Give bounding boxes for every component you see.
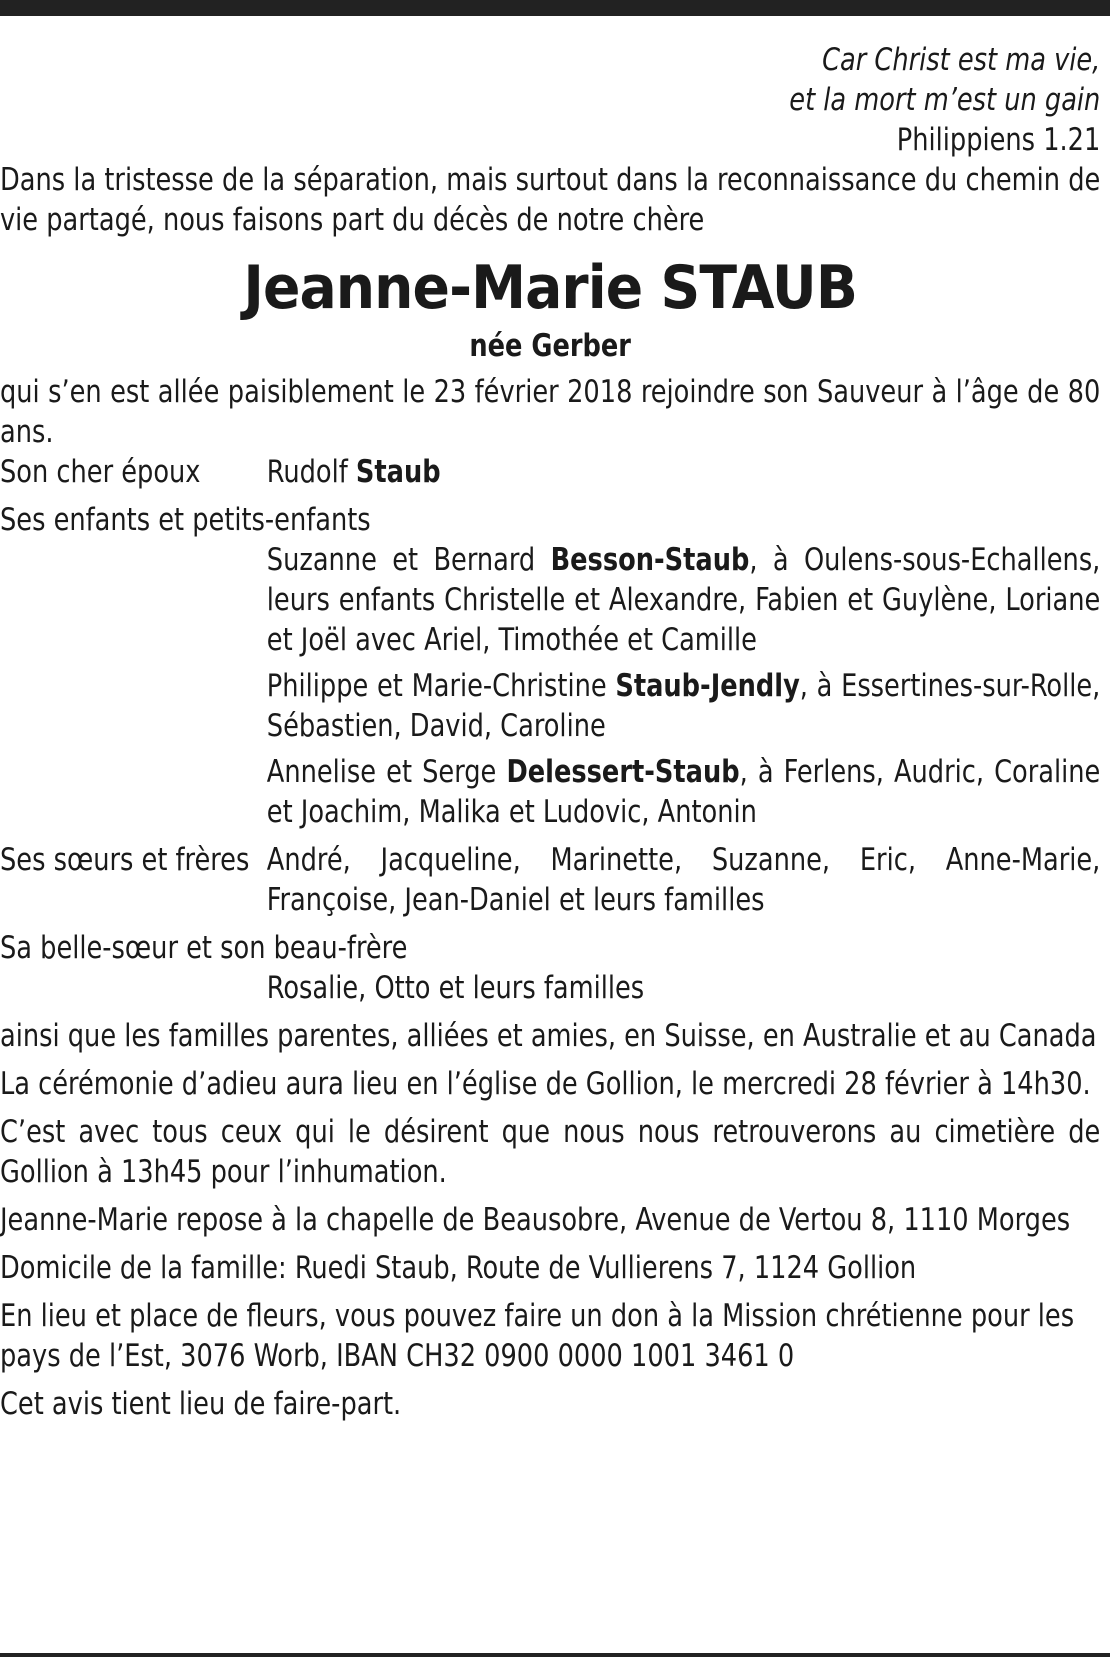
children-family-1	[0, 540, 1100, 660]
top-border-rule	[0, 0, 1110, 16]
siblings-label: Ses sœurs et frères	[0, 842, 250, 878]
bottom-border-rule	[0, 1653, 1110, 1657]
children-family-3	[0, 752, 1100, 832]
children-family-2	[0, 666, 1100, 746]
family-2-names: Philippe et Marie-Christine	[266, 668, 616, 704]
spouse-surname: Staub	[355, 454, 441, 490]
epigraph-line-2: et la mort m’est un gain	[789, 82, 1101, 118]
epigraph	[0, 40, 1100, 160]
family-1-surname: Besson-Staub	[550, 542, 750, 578]
children-label: Ses enfants et petits-enfants	[0, 502, 371, 538]
family-3-details: , à Ferlens, Audric, Coraline et Joachim, Malika et Ludovic, Antonin	[266, 754, 1101, 830]
family-2-surname: Staub-Jendly	[615, 668, 800, 704]
spouse-label: Son cher époux	[0, 454, 201, 490]
spouse-first-name: Rudolf	[266, 454, 348, 490]
repose-paragraph: Jeanne-Marie repose à la chapelle de Beausobre, Avenue de Vertou 8, 1110 Morges	[0, 1202, 1071, 1238]
siblings-row	[0, 840, 1100, 920]
donation-paragraph: En lieu et place de fleurs, vous pouvez faire un don à la Mission chrétienne pour les pays de l’Est, 3076 Worb, IBAN CH32 0900 0000 1001 3461 0	[0, 1298, 1075, 1374]
family-1-details: , à Oulens-sous-Echallens, leurs enfants Christelle et Alexandre, Fabien et Guylène, Loriane et Joël avec Ariel, Timothée et Camille	[266, 542, 1101, 658]
burial-paragraph: C’est avec tous ceux qui le désirent que nous nous retrouverons au cimetière de Gollion à 13h45 pour l’inhumation.	[0, 1114, 1101, 1190]
spouse-row	[0, 452, 1100, 492]
passing-paragraph: qui s’en est allée paisiblement le 23 février 2018 rejoindre son Sauveur à l’âge de 80 ans.	[0, 374, 1101, 450]
spouse-name	[267, 452, 441, 492]
epigraph-line-1: Car Christ est ma vie,	[822, 42, 1101, 78]
family-3-surname: Delessert-Staub	[506, 754, 740, 790]
in-laws-label: Sa belle-sœur et son beau-frère	[0, 930, 408, 966]
family-address: Domicile de la famille: Ruedi Staub, Route de Vullierens 7, 1124 Gollion	[0, 1250, 917, 1286]
extended-family-paragraph: ainsi que les familles parentes, alliées et amies, en Suisse, en Australie et au Canada	[0, 1018, 1097, 1054]
maiden-name: née Gerber	[469, 328, 631, 364]
in-laws-names: Rosalie, Otto et leurs familles	[266, 970, 645, 1006]
deceased-name: Jeanne-Marie STAUB	[243, 253, 857, 323]
siblings-names: André, Jacqueline, Marinette, Suzanne, Eric, Anne-Marie, Françoise, Jean-Daniel et leurs familles	[266, 842, 1101, 918]
ceremony-paragraph: La cérémonie d’adieu aura lieu en l’église de Gollion, le mercredi 28 février à 14h30.	[0, 1066, 1091, 1102]
obituary-notice	[0, 40, 1101, 1424]
epigraph-reference: Philippiens 1.21	[896, 122, 1101, 158]
family-3-names: Annelise et Serge	[266, 754, 507, 790]
family-1-names: Suzanne et Bernard	[266, 542, 551, 578]
closing-line: Cet avis tient lieu de faire-part.	[0, 1386, 402, 1422]
intro-paragraph: Dans la tristesse de la séparation, mais surtout dans la reconnaissance du chemin de vie partagé, nous faisons part du décès de notre chère	[0, 162, 1101, 238]
family-2-details: , à Essertines-sur-Rolle, Sébastien, David, Caroline	[266, 668, 1101, 744]
